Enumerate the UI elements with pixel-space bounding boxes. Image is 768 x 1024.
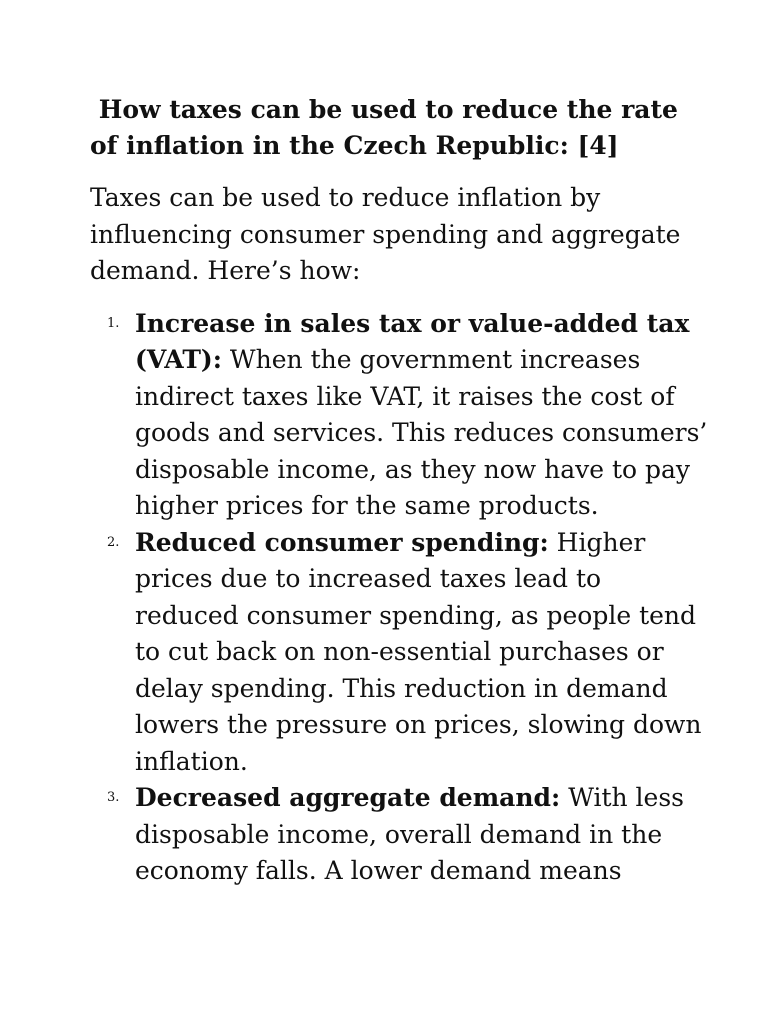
list-item-term: Increase in sales tax or value-added tax (VAT): (135, 308, 690, 374)
intro-paragraph: Taxes can be used to reduce inflation by influencing consumer spending and aggregate demand. Here’s how: (90, 183, 681, 285)
list-item-text: When the government increases indirect taxes like VAT, it raises the cost of goods and services. This reduces consumers’ disposable income, as they now have to pay higher prices for the same products. (135, 345, 708, 520)
list-item-text: With less disposable income, overall demand in the economy falls. A lower demand means (135, 783, 684, 885)
list-item-number: 1. (107, 315, 120, 331)
numbered-list (90, 306, 708, 890)
list-item-term: Decreased aggregate demand: (135, 783, 561, 812)
list-item (90, 525, 708, 781)
list-item-number: 2. (107, 534, 120, 550)
list-item-number: 3. (107, 790, 120, 805)
list-item (90, 306, 708, 525)
document-heading: How taxes can be used to reduce the rate of inflation in the Czech Republic: [4] (90, 95, 687, 160)
list-item-text: Higher prices due to increased taxes lead to reduced consumer spending, as people tend to cut back on non-essential purchases or delay spending. This reduction in demand lowers the pressure on prices, slowing down inflation. (135, 527, 702, 776)
list-item-term: Reduced consumer spending: (135, 527, 549, 557)
list-item (90, 780, 708, 890)
